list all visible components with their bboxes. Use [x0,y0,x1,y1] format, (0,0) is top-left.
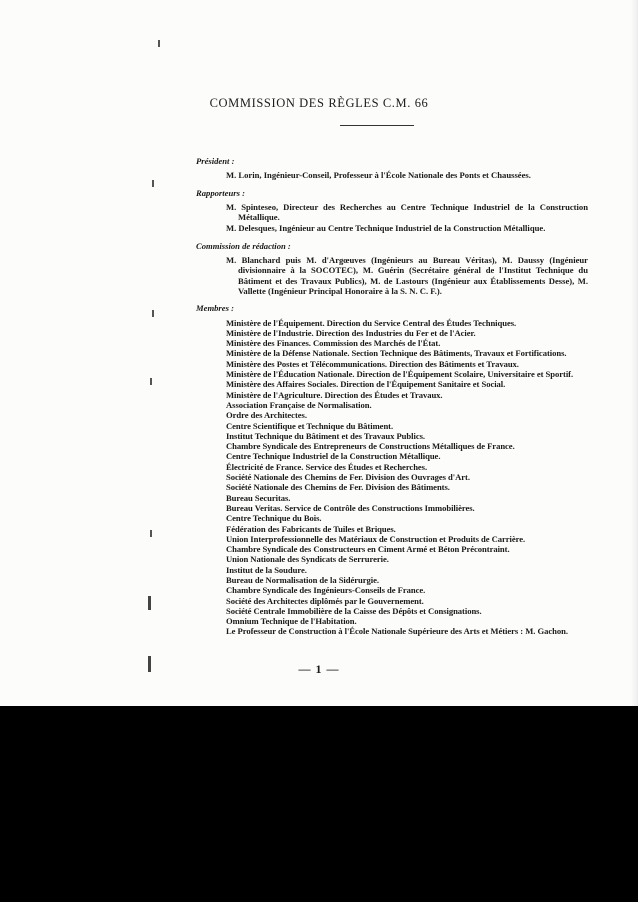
member-item: Association Française de Normalisation. [226,399,372,410]
member-item: Ministère des Affaires Sociales. Direction de l'Équipement Sanitaire et Social. [226,379,506,390]
member-item: Union Nationale des Syndicats de Serrurerie. [226,554,389,565]
member-item: Chambre Syndicale des Entrepreneurs de Constructions Métalliques de France. [226,441,515,452]
membres-label: Membres : [196,303,234,314]
member-item: Bureau de Normalisation de la Sidérurgie. [226,574,379,585]
president-block [226,170,588,180]
member-item: Omnium Technique de l'Habitation. [226,616,357,627]
document-body [196,156,588,637]
member-item: Ministère des Postes et Télécommunications. Direction des Bâtiments et Travaux. [226,358,519,369]
redaction-entry: M. Blanchard puis M. d'Argœuves (Ingénieurs au Bureau Véritas), M. Daussy (Ingénieur divisionnaire à la SOCOTEC), M. Guérin (Secrétaire général de l'Institut Technique du Bâtiment et des Travaux Publics), M. de Lastours (Ingénieur aux Établissements Desse), M. Vallette (Ingénieur Principal Honoraire à la S. N. C. F.). [226,255,588,296]
member-item: Société Centrale Immobilière de la Caisse des Dépôts et Consignations. [226,605,482,616]
rapporteur-entry: M. Spinteseo, Directeur des Recherches au Centre Technique Industriel de la Construction Métallique. [226,201,588,223]
member-item: Société Nationale des Chemins de Fer. Division des Bâtiments. [226,482,450,493]
member-item: Chambre Syndicale des Constructeurs en Ciment Armé et Béton Précontraint. [226,544,510,555]
redaction-label: Commission de rédaction : [196,240,291,251]
rapporteurs-label: Rapporteurs : [196,187,245,198]
page-number: — 1 — [298,662,340,676]
scan-mark [150,378,152,385]
member-item: Fédération des Fabricants de Tuiles et Briques. [226,523,396,534]
rapporteurs-block [226,202,588,234]
member-item: Ministère des Finances. Commission des Marchés de l'État. [226,338,441,349]
scan-mark [152,310,154,317]
member-item: Ministère de l'Éducation Nationale. Direction de l'Équipement Scolaire, Universitaire et Sportif. [226,369,574,380]
member-item: Ministère de l'Industrie. Direction des Industries du Fer et de l'Acier. [226,327,476,338]
member-item: Centre Technique Industriel de la Construction Métallique. [226,451,441,462]
scan-mark [148,656,151,672]
scan-background [0,706,638,902]
scan-mark [158,40,160,47]
member-item: Centre Scientifique et Technique du Bâtiment. [226,420,394,431]
page-title: COMMISSION DES RÈGLES C.M. 66 [209,96,429,110]
scan-mark [150,530,152,537]
membres-list [226,318,588,637]
member-item: Électricité de France. Service des Études et Recherches. [226,461,428,472]
president-entry: M. Lorin, Ingénieur-Conseil, Professeur à l'École Nationale des Ponts et Chaussées. [226,170,531,181]
member-item: Centre Technique du Bois. [226,513,322,524]
title-divider [340,125,414,126]
member-item: Institut Technique du Bâtiment et des Travaux Publics. [226,430,425,441]
president-label: Président : [196,156,235,166]
member-item: Société Nationale des Chemins de Fer. Division des Ouvrages d'Art. [226,472,470,483]
member-item: Bureau Veritas. Service de Contrôle des Constructions Immobilières. [226,502,475,513]
member-item: Ministère de l'Agriculture. Direction des Études et Travaux. [226,389,443,400]
member-item: Ministère de l'Équipement. Direction du Service Central des Études Techniques. [226,317,517,328]
member-item: Chambre Syndicale des Ingénieurs-Conseils de France. [226,585,426,596]
member-item: Institut de la Soudure. [226,564,307,575]
scan-mark [148,596,151,610]
member-item: Société des Architectes diplômés par le Gouvernement. [226,595,424,606]
member-item: Bureau Securitas. [226,492,291,503]
rapporteur-entry: M. Delesques, Ingénieur au Centre Technique Industriel de la Construction Métallique. [226,223,546,234]
member-item: Ordre des Architectes. [226,410,307,421]
redaction-block [226,255,588,296]
member-item: Le Professeur de Construction à l'École Nationale Supérieure des Arts et Métiers : M. Gachon. [226,626,568,637]
member-item: Union Interprofessionnelle des Matériaux de Construction et Produits de Carrière. [226,533,526,544]
scan-mark [152,180,154,187]
member-item: Ministère de la Défense Nationale. Section Technique des Bâtiments, Travaux et Fortifications. [226,348,567,359]
